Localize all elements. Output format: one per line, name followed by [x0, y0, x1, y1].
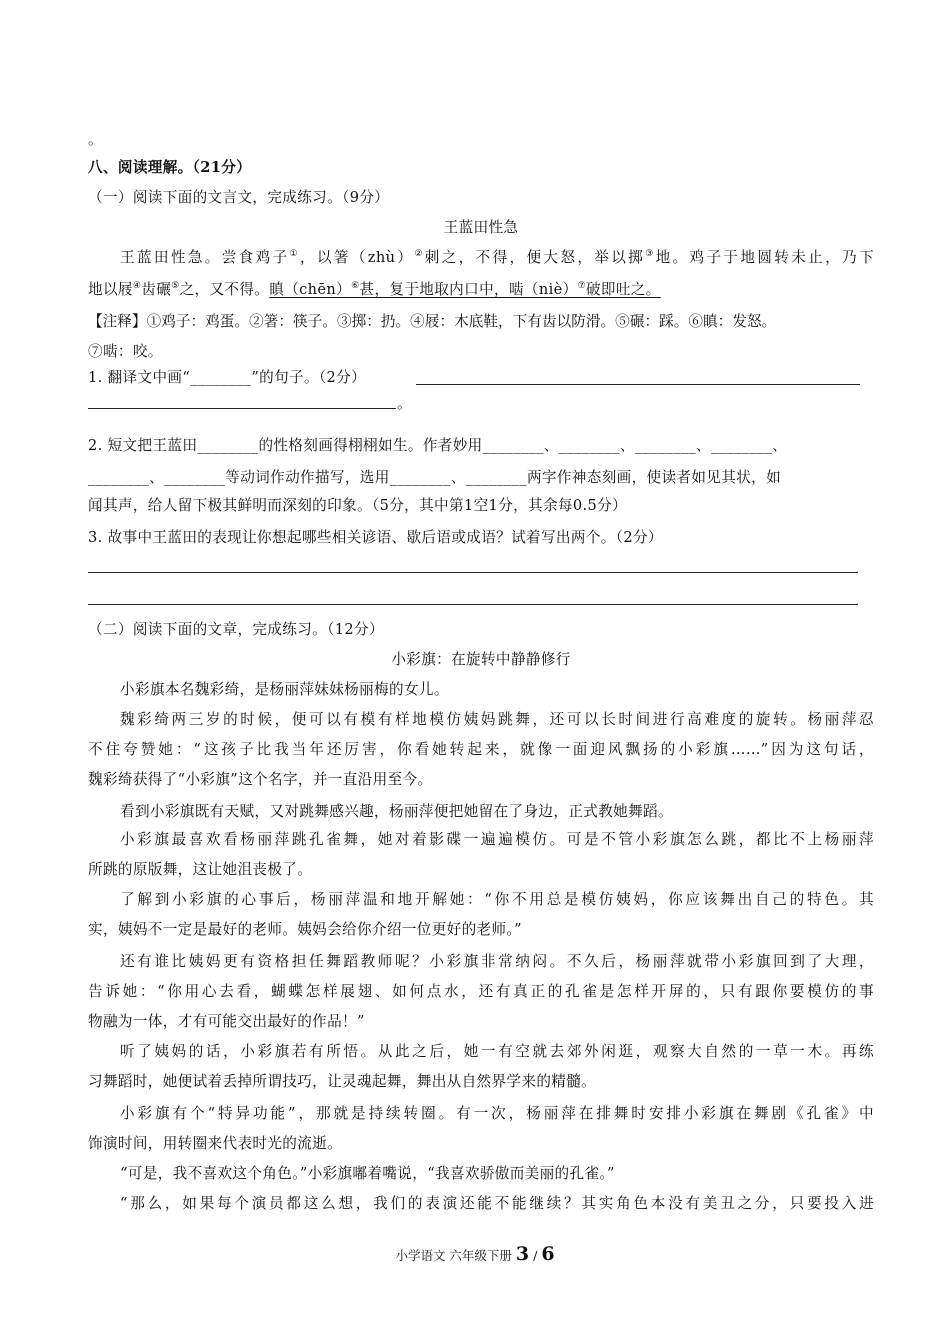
note-mark: ⑦	[577, 281, 586, 291]
note-mark: ③	[645, 249, 656, 259]
article-line: “那么，如果每个演员都这么想，我们的表演还能不能继续？其实角色本没有美丑之分，只要投入进	[120, 1195, 874, 1212]
article-line: 饰演时间，用转圈来代表时光的流逝。	[88, 1135, 343, 1152]
article-line: “可是，我不喜欢这个角色。”小彩旗嘟着嘴说，“我喜欢骄傲而美丽的孔雀。”	[120, 1165, 615, 1182]
article-line: 了解到小彩旗的心事后，杨丽萍温和地开解她：“你不用总是模仿姨妈，你应该舞出自己的特色。其	[120, 891, 874, 908]
article-line: 实，姨妈不一定是最好的老师。姨妈会给你介绍一位更好的老师。”	[88, 921, 522, 938]
article-line: 魏彩绮获得了“小彩旗”这个名字，并一直沿用至今。	[88, 771, 433, 788]
part1-title: 王蓝田性急	[443, 219, 519, 236]
question-3: 3. 故事中王蓝田的表现让你想起哪些相关谚语、歇后语或成语？试着写出两个。（2分）	[88, 529, 663, 546]
annotation-line-2: ⑦啮：咬。	[88, 343, 163, 360]
text-segment: 地。鸡子于地圆转未止，乃下	[655, 249, 874, 266]
article-line: 物融为一体，才有可能交出最好的作品！”	[88, 1013, 365, 1030]
article-line: 听了姨妈的话，小彩旗若有所悟。从此之后，她一有空就去郊外闲逛，观察大自然的一草一木。再练	[120, 1043, 874, 1060]
classical-text-line-1	[120, 248, 874, 268]
note-mark: ①	[289, 249, 300, 259]
underlined-sentence	[269, 281, 660, 298]
page-separator: /	[529, 1248, 542, 1263]
text-segment: 瞋（chēn）	[269, 281, 352, 298]
note-mark: ②	[414, 249, 425, 259]
continuation-mark: 。	[88, 131, 103, 148]
part1-intro: （一）阅读下面的文言文，完成练习。（9分）	[88, 189, 390, 206]
article-line: 不住夸赞她：“这孩子比我当年还厉害，你看她转起来，就像一面迎风飘扬的小彩旗……”因为这句话，	[88, 741, 874, 758]
answer-line[interactable]	[88, 408, 396, 409]
text-segment: ，以箸（zhù）	[299, 249, 415, 266]
question-1: 1. 翻译文中画“________”的句子。（2分）	[88, 369, 367, 386]
text-segment: 破即吐之。	[585, 281, 661, 298]
page-total: 6	[541, 1243, 555, 1265]
text-segment: 刺之，不得，便大怒，举以掷	[424, 249, 646, 266]
article-line: 习舞蹈时，她便试着丢掉所谓技巧，让灵魂起舞，舞出从自然界学来的精髓。	[88, 1073, 597, 1090]
text-segment: 王蓝田性急。尝食鸡子	[120, 249, 290, 266]
article-line: 看到小彩旗既有天赋，又对跳舞感兴趣，杨丽萍便把她留在了身边，正式教她舞蹈。	[120, 803, 673, 820]
note-mark: ⑥	[351, 281, 360, 291]
page-number: 3	[515, 1243, 530, 1265]
article-line: 还有谁比姨妈更有资格担任舞蹈教师呢？小彩旗非常纳闷。不久后，杨丽萍就带小彩旗回到了大理，	[120, 953, 874, 970]
note-mark: ⑤	[171, 281, 180, 291]
annotation-line-1: 【注释】①鸡子：鸡蛋。②箸：筷子。③掷：扔。④屐：木底鞋，下有齿以防滑。⑤碾：踩。⑥瞋：发怒。	[88, 313, 777, 330]
text-segment: 齿碾	[141, 281, 172, 298]
article-line: 小彩旗本名魏彩绮，是杨丽萍妹妹杨丽梅的女儿。	[120, 681, 449, 698]
answer-line[interactable]	[416, 384, 860, 385]
article-line: 魏彩绮两三岁的时候，便可以有模有样地模仿姨妈跳舞，还可以长时间进行高难度的旋转。杨丽萍忍	[120, 711, 874, 728]
answer-line[interactable]	[88, 572, 858, 573]
footer-label: 小学语文 六年级下册	[395, 1248, 512, 1263]
question-2-line-1: 2. 短文把王蓝田________的性格刻画得栩栩如生。作者妙用________、________、________、________、	[88, 437, 788, 454]
question-2-line-3: 闻其声，给人留下极其鲜明而深刻的印象。（5分，其中第1空1分，其余每0.5分）	[88, 497, 628, 514]
text-segment: 地以屐	[88, 281, 133, 298]
answer-line[interactable]	[88, 604, 858, 605]
page-footer	[0, 1243, 950, 1267]
article-line: 小彩旗有个“特异功能”，那就是持续转圈。有一次，杨丽萍在排舞时安排小彩旗在舞剧《孔雀》中	[120, 1105, 874, 1122]
classical-text-line-2	[88, 280, 874, 300]
article-line: 小彩旗最喜欢看杨丽萍跳孔雀舞，她对着影碟一遍遍模仿。可是不管小彩旗怎么跳，都比不上杨丽萍	[120, 831, 874, 848]
text-segment: 之，又不得。	[179, 281, 270, 298]
question-2-line-2: ________、________等动词作动作描写，选用________、________两字作神态刻画，使读者如见其状，如	[88, 469, 782, 486]
part2-title: 小彩旗：在旋转中静静修行	[391, 651, 571, 668]
article-line: 告诉她：“你用心去看，蝴蝶怎样展翅、如何点水，还有真正的孔雀是怎样开屏的，只有跟你要模仿的事	[88, 983, 874, 1000]
part2-intro: （二）阅读下面的文章，完成练习。（12分）	[88, 621, 384, 638]
section-heading: 八、阅读理解。（21分）	[88, 159, 252, 176]
note-mark: ④	[132, 281, 142, 291]
article-line: 所跳的原版舞，这让她沮丧极了。	[88, 861, 313, 878]
text-segment: 甚，复于地取内口中，啮（niè）	[359, 281, 578, 298]
answer-line-end: 。	[397, 395, 412, 412]
